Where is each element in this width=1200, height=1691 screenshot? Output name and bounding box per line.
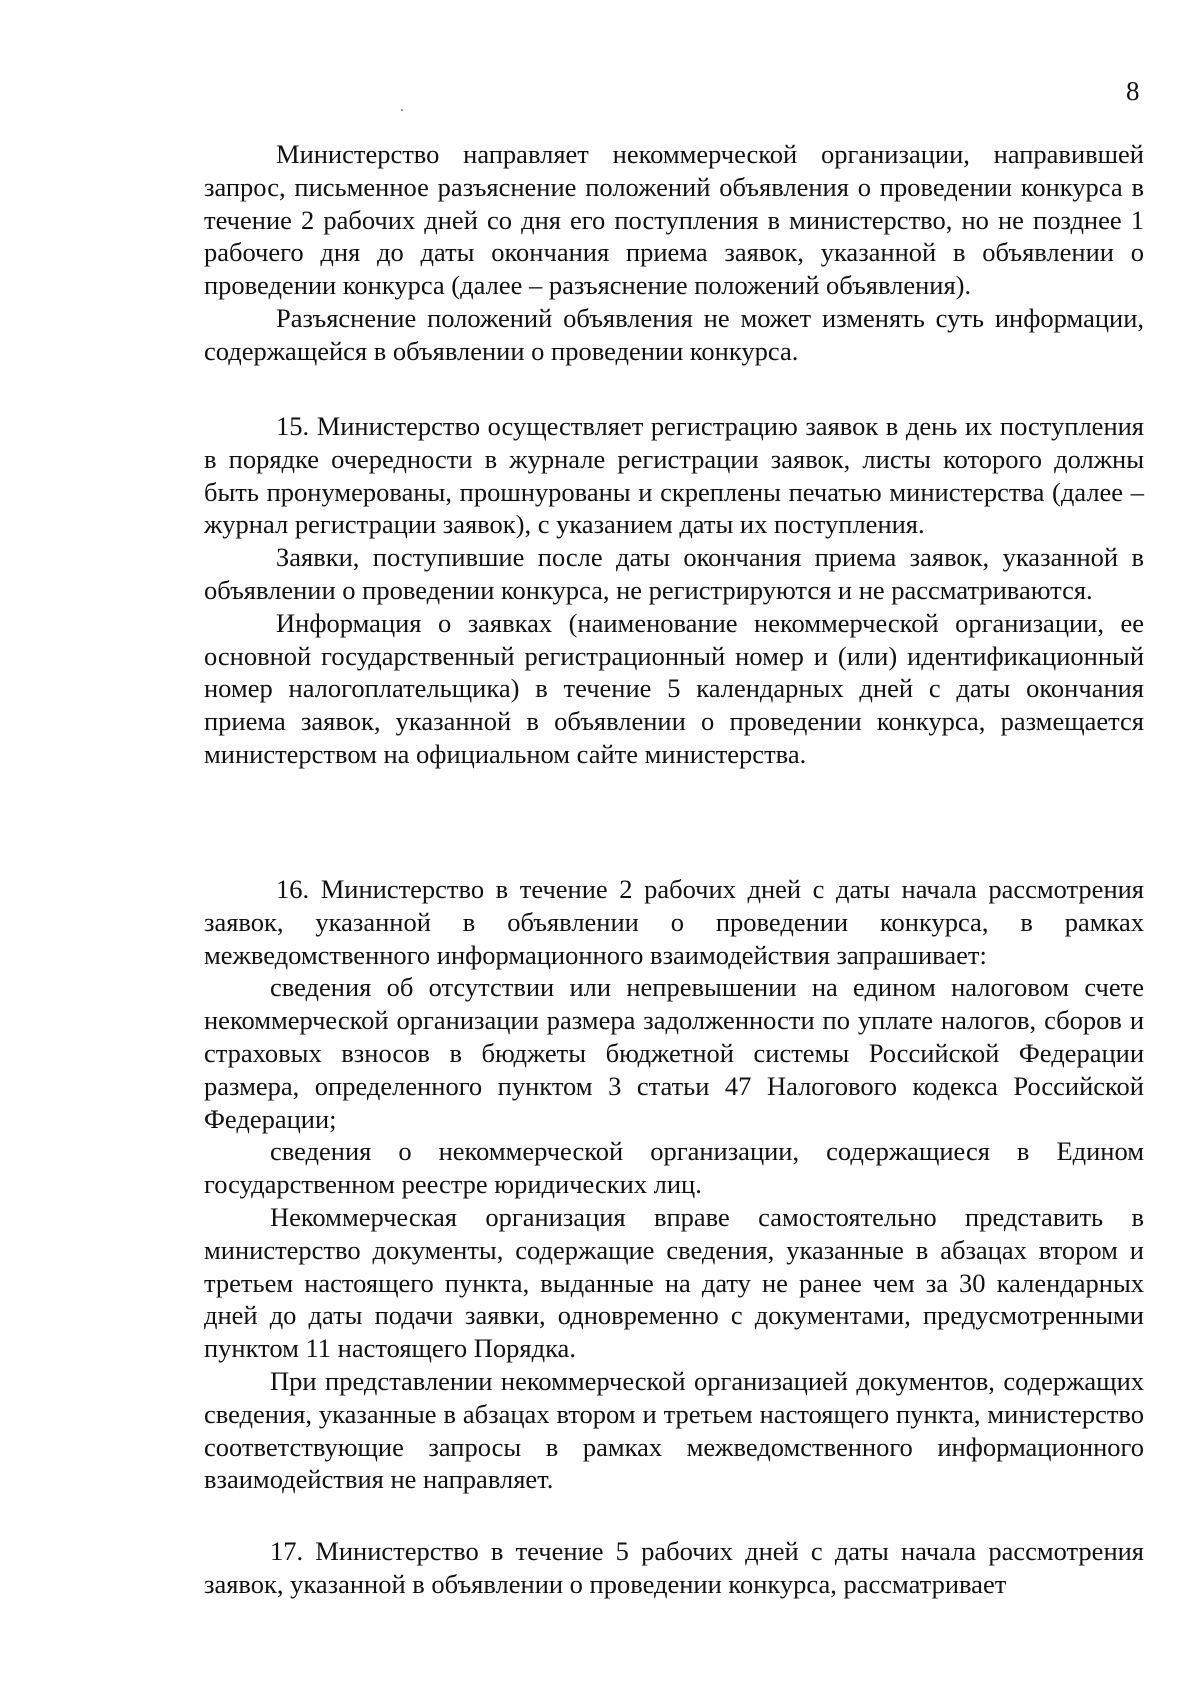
paragraph: Разъяснение положений объявления не может изменять суть информации, содержащейся в объявлении о проведении конкурса. bbox=[204, 302, 1144, 366]
section-item-16 bbox=[204, 873, 1144, 1496]
paragraph: Министерство направляет некоммерческой организации, направившей запрос, письменное разъяснение положений объявления о проведении конкурса в течение 2 рабочих дней со дня его поступления в министерство, но не позднее 1 рабочего дня до даты окончания приема заявок, указанной в объявлении о проведении конкурса (далее – разъяснение положений объявления). bbox=[204, 139, 1144, 301]
page-number: 8 bbox=[1126, 76, 1140, 106]
section-item-15 bbox=[204, 410, 1144, 771]
scan-artifact bbox=[401, 109, 403, 111]
paragraph: 17. Министерство в течение 5 рабочих дней с даты начала рассмотрения заявок, указанной в объявлении о проведении конкурса, рассматривает bbox=[204, 1536, 1144, 1599]
paragraph: При представлении некоммерческой организацией документов, содержащих сведения, указанные в абзацах втором и третьем настоящего пункта, министерство соответствующие запросы в рамках межведомственного информационного взаимодействия не направляет. bbox=[204, 1365, 1144, 1495]
paragraph: Некоммерческая организация вправе самостоятельно представить в министерство документы, содержащие сведения, указанные в абзацах втором и третьем настоящего пункта, выданные на дату не ранее чем за 30 календарных дней до даты подачи заявки, одновременно с документами, предусмотренными пунктом 11 настоящего Порядка. bbox=[204, 1201, 1144, 1364]
paragraph: 15. Министерство осуществляет регистрацию заявок в день их поступления в порядке очередности в журнале регистрации заявок, листы которого должны быть пронумерованы, прошнурованы и скреплены печатью министерства (далее – журнал регистрации заявок), с указанием даты их поступления. bbox=[204, 411, 1144, 540]
paragraph: Информация о заявках (наименование некоммерческой организации, ее основной государственный регистрационный номер и (или) идентификационный номер налогоплательщика) в течение 5 календарных дней с даты окончания приема заявок, указанной в объявлении о проведении конкурса, размещается министерством на официальном сайте министерства. bbox=[204, 607, 1144, 769]
section-item-17 bbox=[204, 1535, 1144, 1601]
paragraph: Заявки, поступившие после даты окончания приема заявок, указанной в объявлении о проведении конкурса, не регистрируются и не рассматриваются. bbox=[204, 542, 1144, 605]
paragraph: 16. Министерство в течение 2 рабочих дней с даты начала рассмотрения заявок, указанной в объявлении о проведении конкурса, в рамках межведомственного информационного взаимодействия запрашивает: bbox=[204, 874, 1144, 970]
paragraph: сведения о некоммерческой организации, содержащиеся в Едином государственном реестре юридических лиц. bbox=[204, 1136, 1144, 1200]
section-item-14-continuation bbox=[204, 138, 1144, 368]
paragraph: сведения об отсутствии или непревышении на едином налоговом счете некоммерческой организации размера задолженности по уплате налогов, сборов и страховых взносов в бюджеты бюджетной системы Российской Федерации размера, определенного пунктом 3 статьи 47 Налогового кодекса Российской Федерации; bbox=[204, 972, 1144, 1134]
